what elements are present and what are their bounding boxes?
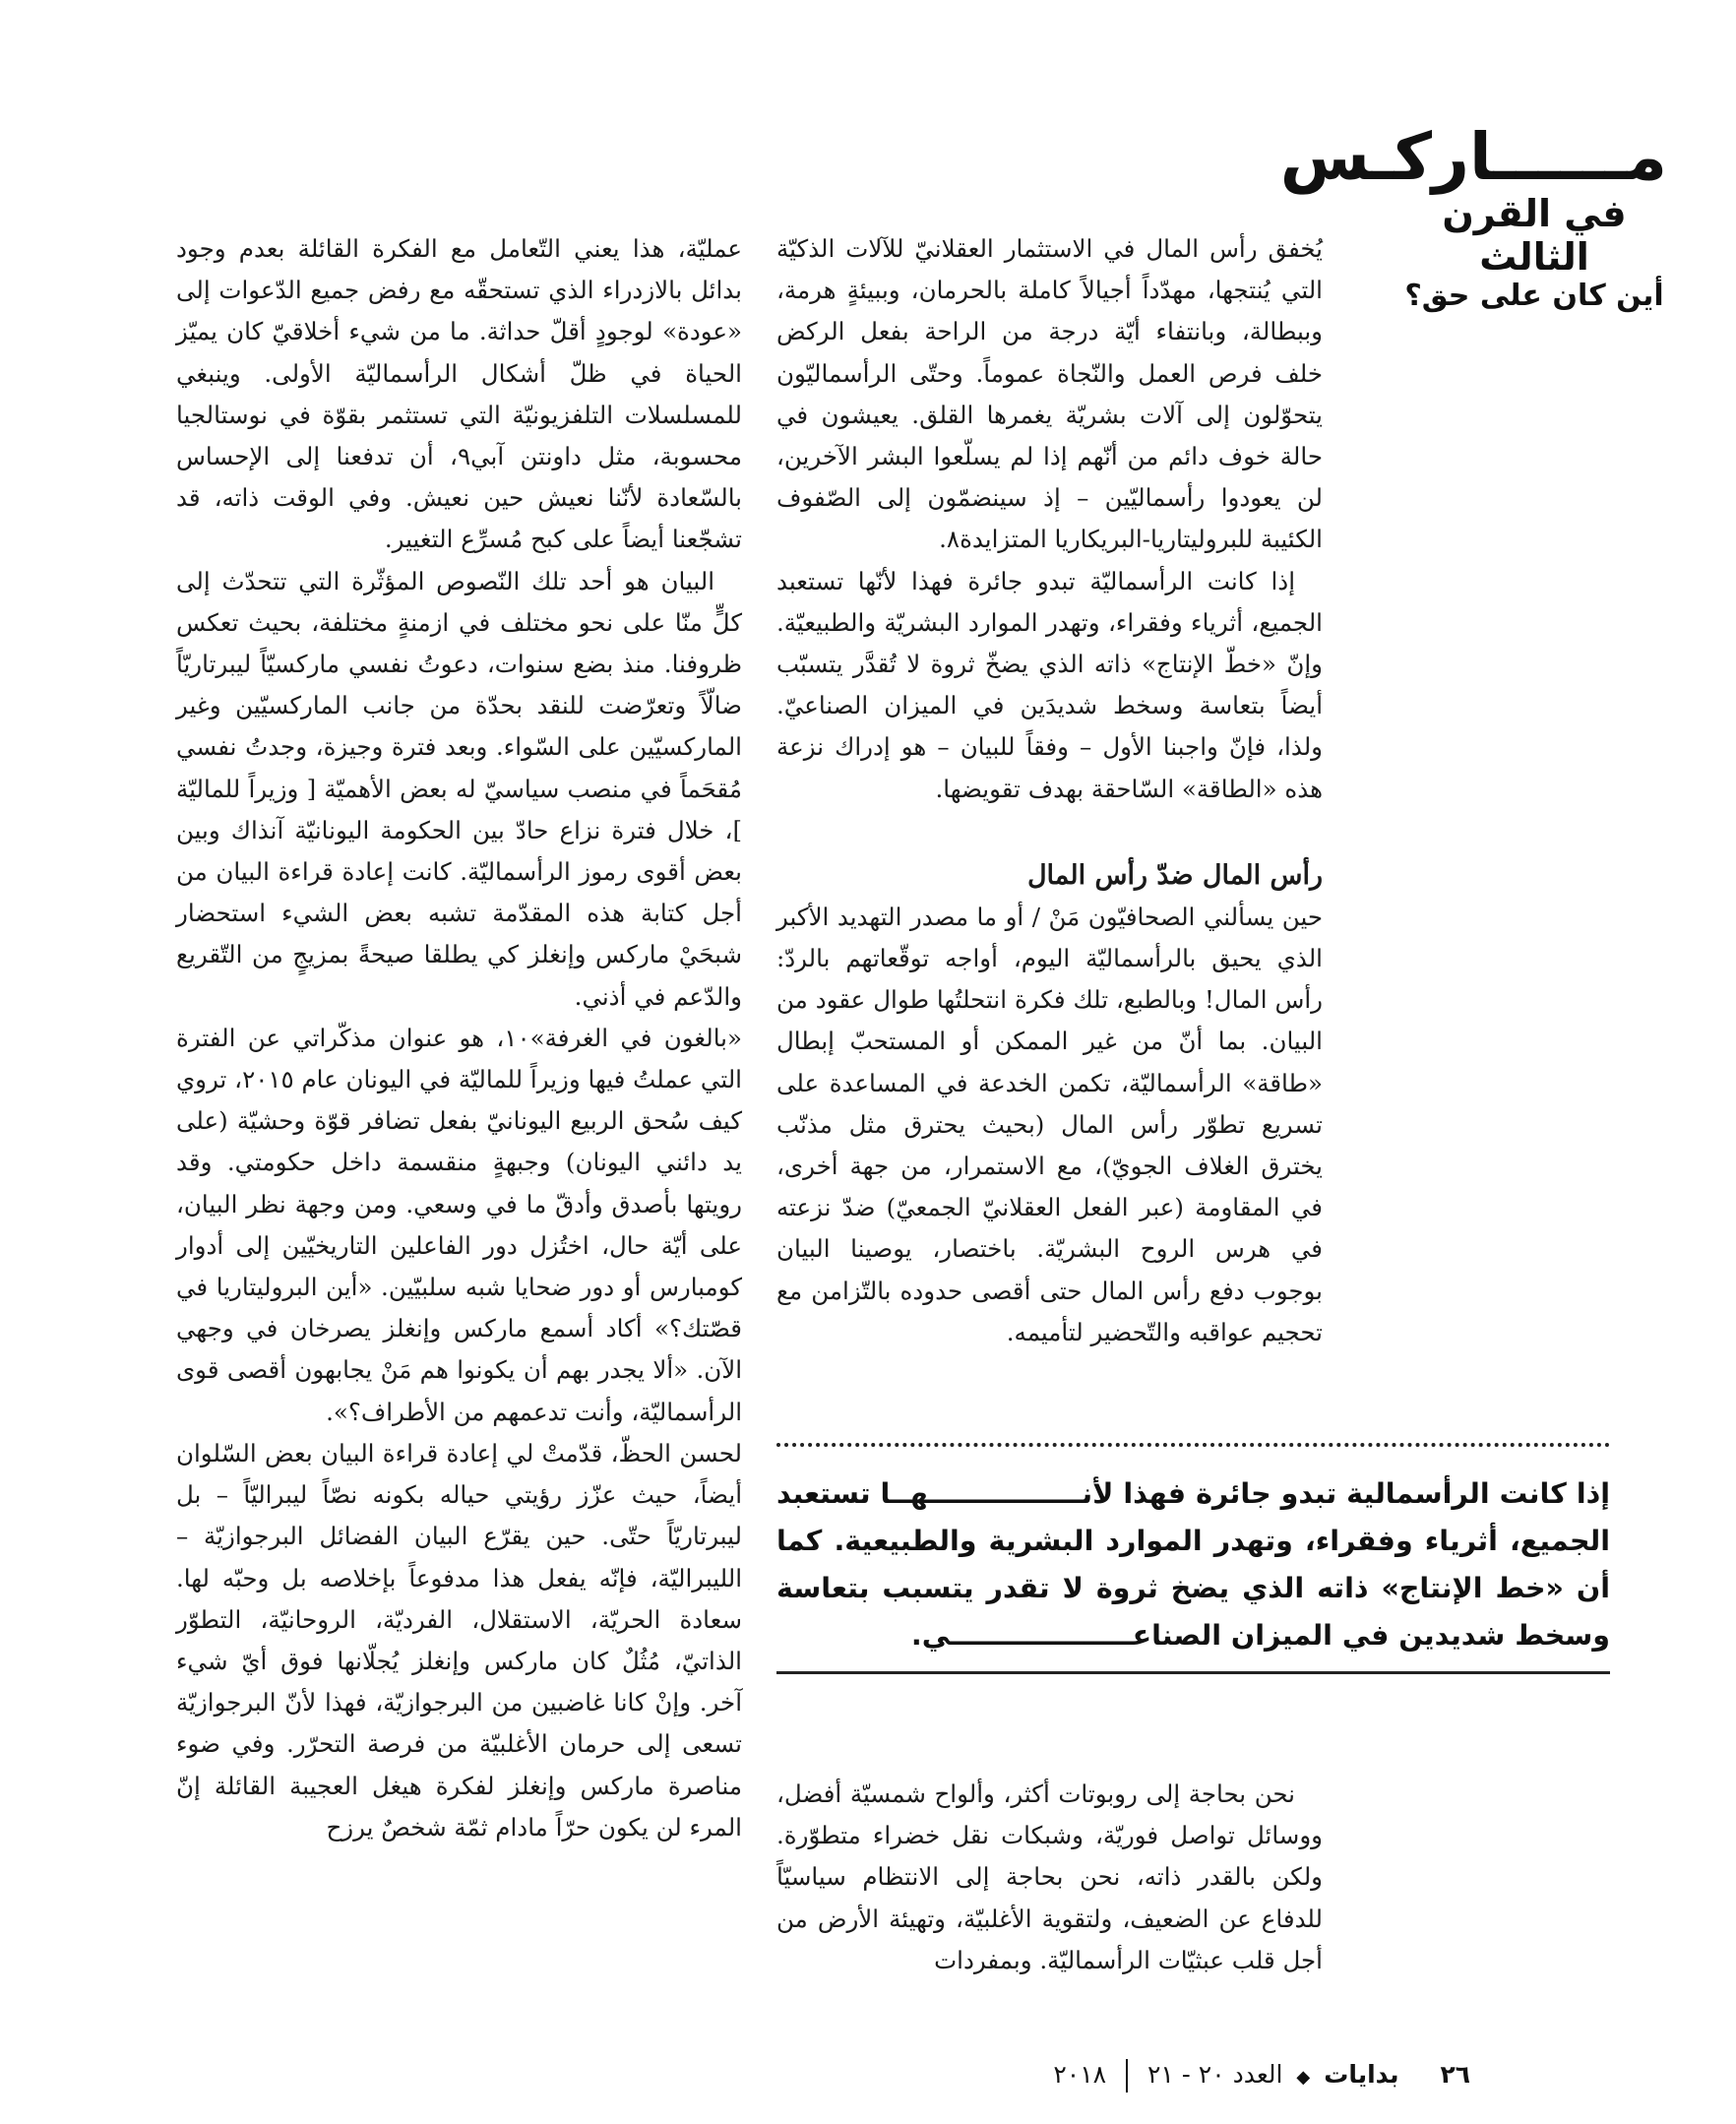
- masthead: [1279, 119, 1667, 314]
- paragraph: عمليّة، هذا يعني التّعامل مع الفكرة القائلة بعدم وجود بدائل بالازدراء الذي تستحقّه مع رفض جميع الدّعوات إلى «عودة» لوجودٍ أقلّ حداثة. ما من شيء أخلاقيّ كان يميّز الحياة في ظلّ أشكال الرأسماليّة الأولى. وينبغي للمسلسلات التلفزيونيّة التي تستثمر بقوّة في نوستالجيا محسوبة، مثل داونتن آبي٩، أن تدفعنا إلى الإحساس بالسّعادة لأنّنا نعيش حين نعيش. وفي الوقت ذاته، قد تشجّعنا أيضاً على كبح مُسرِّع التغيير.: [176, 234, 742, 554]
- journal-name: بدايات: [1324, 2060, 1399, 2089]
- divider: [1126, 2059, 1128, 2093]
- pull-quote-text: إذا كانت الرأسمالية تبدو جائرة فهذا لأنــــــــــــــــهــا تستعبد الجميع، أثرياء وفقراء، وتهدر الموارد البشرية والطبيعية. كما أن «خط الإنتاج» ذاته الذي يضخ ثروة لا تقدر يتسبب بتعاسة وسخط شديدين في الميزان الصناعـــــــــــــــــــي.: [776, 1477, 1610, 1652]
- paragraph: حين يسألني الصحافيّون مَنْ / أو ما مصدر التهديد الأكبر الذي يحيق بالرأسماليّة اليوم، أواجه توقّعاتهم بالردّ: رأس المال! وبالطبع، تلك فكرة انتحلتُها طوال عقود من البيان. بما أنّ من غير الممكن أو المستحبّ إبطال «طاقة» الرأسماليّة، تكمن الخدعة في المساعدة على تسريع تطوّر رأس المال (بحيث يحترق مثل مذنّب يخترق الغلاف الجويّ)، مع الاستمرار، من جهة أخرى، في المقاومة (عبر الفعل العقلانيّ الجمعيّ) ضدّ نزعته في هرس الروح البشريّة. باختصار، يوصينا البيان بوجوب دفع رأس المال حتى أقصى حدوده بالتّزامن مع تحجيم عواقبه والتّحضير لتأميمه.: [776, 902, 1323, 1346]
- paragraph: إذا كانت الرأسماليّة تبدو جائرة فهذا لأنّها تستعبد الجميع، أثرياء وفقراء، وتهدر الموارد البشريّة والطبيعيّة. وإنّ «خطّ الإنتاج» ذاته الذي يضخّ ثروة لا تُقدَّر يتسبّب أيضاً بتعاسة وسخط شديدَين في الميزان الصناعيّ. ولذا، فإنّ واجبنا الأول – وفقاً للبيان – هو إدراك نزعة هذه «الطاقة» السّاحقة بهدف تقويضها.: [776, 566, 1323, 803]
- masthead-title: مــــــاركـس: [1279, 119, 1667, 195]
- masthead-tagline: أين كان على حق؟: [1404, 279, 1664, 313]
- column-right: [776, 228, 1323, 1353]
- section-heading: رأس المال ضدّ رأس المال: [1026, 859, 1323, 891]
- divider: [776, 1671, 1610, 1674]
- column-left: [176, 228, 742, 1848]
- page-footer: [1053, 2059, 1470, 2093]
- issue-number: العدد ٢٠ - ٢١: [1147, 2060, 1283, 2089]
- paragraph: لحسن الحظّ، قدّمتْ لي إعادة قراءة البيان بعض السّلوان أيضاً، حيث عزّز رؤيتي حياله بكونه نصّاً ليبراليّاً – بل ليبرتاريّاً حتّى. حين يقرّع البيان الفضائل البرجوازيّة – الليبراليّة، فإنّه يفعل هذا مدفوعاً بإخلاصه بل وحبّه لها. سعادة الحريّة، الاستقلال، الفرديّة، الروحانيّة، التطوّر الذاتيّ، مُثُلٌ كان ماركس وإنغلز يُجلّانها فوق أيّ شيء آخر. وإنْ كانا غاضبين من البرجوازيّة، فهذا لأنّ البرجوازيّة تسعى إلى حرمان الأغلبيّة من فرصة التحرّر. وفي ضوء مناصرة ماركس وإنغلز لفكرة هيغل العجيبة القائلة إنّ المرء لن يكون حرّاً مادام ثمّة شخصٌ يرزح: [176, 1438, 742, 1842]
- paragraph: يُخفق رأس المال في الاستثمار العقلانيّ للآلات الذكيّة التي يُنتجها، مهدّداً أجيالاً كاملة بالحرمان، وببيئةٍ هرمة، وببطالة، وبانتفاء أيّة درجة من الراحة بفعل الركض خلف فرص العمل والنّجاة عموماً. وحتّى الرأسماليّون يتحوّلون إلى آلات بشريّة يغمرها القلق. يعيشون في حالة خوف دائم من أنّهم إذا لم يسلّعوا البشر الآخرين، لن يعودوا رأسماليّين – إذ سينضمّون إلى الصّفوف الكئيبة للبروليتاريا-البريكاريا المتزايدة٨.: [776, 234, 1323, 554]
- divider: [776, 1443, 1610, 1447]
- paragraph: نحن بحاجة إلى روبوتات أكثر، وألواح شمسيّة أفضل، ووسائل تواصل فوريّة، وشبكات نقل خضراء متطوّرة. ولكن بالقدر ذاته، نحن بحاجة إلى الانتظام سياسيّاً للدفاع عن الضعيف، ولتقوية الأغلبيّة، وتهيئة الأرض من أجل قلب عبثيّات الرأسماليّة. وبمفردات: [776, 1780, 1323, 1974]
- masthead-subtitle: في القرن الثالث: [1442, 192, 1627, 279]
- issue-year: ٢٠١٨: [1053, 2060, 1107, 2089]
- diamond-icon: ◆: [1296, 2067, 1311, 2088]
- page-number: ٢٦: [1440, 2060, 1470, 2089]
- paragraph: البيان هو أحد تلك النّصوص المؤثّرة التي تتحدّث إلى كلٍّ منّا على نحو مختلف في ازمنةٍ مختلفة، بحيث تعكس ظروفنا. منذ بضع سنوات، دعوتُ نفسي ماركسيّاً ليبرتاريّاً ضالّاً وتعرّضت للنقد بحدّة من جانب الماركسيّين وغير الماركسيّين على السّواء. وبعد فترة وجيزة، وجدتُ نفسي مُقحَماً في منصب سياسيّ له بعض الأهميّة [ وزيراً للماليّة ]، خلال فترة نزاع حادّ بين الحكومة اليونانيّة آنذاك وبين بعض أقوى رموز الرأسماليّة. كانت إعادة قراءة البيان من أجل كتابة هذه المقدّمة تشبه بعض الشيء استحضار شبحَيْ ماركس وإنغلز كي يطلقا صيحةً بمزيجٍ من التّقريع والدّعم في أذني.: [176, 566, 742, 1011]
- column-right-bottom: [776, 1774, 1323, 1981]
- pull-quote: [776, 1443, 1610, 1674]
- paragraph: «بالغون في الغرفة»١٠، هو عنوان مذكّراتي عن الفترة التي عملتُ فيها وزيراً للماليّة في اليونان عام ٢٠١٥، تروي كيف سُحق الربيع اليونانيّ بفعل تضافر قوّة وحشيّة (على يد دائني اليونان) وجبهةٍ منقسمة داخل حكومتي. وقد رويتها بأصدق وأدقّ ما في وسعي. ومن وجهة نظر البيان، على أيّة حال، اختُزل دور الفاعلين التاريخيّين إلى أدوار كومبارس أو دور ضحايا شبه سلبيّين. «أين البروليتاريا في قصّتك؟» أكاد أسمع ماركس وإنغلز يصرخان في وجهي الآن. «ألا يجدر بهم أن يكونوا هم مَنْ يجابهون أقصى قوى الرأسماليّة، وأنت تدعمهم من الأطراف؟».: [176, 1023, 742, 1426]
